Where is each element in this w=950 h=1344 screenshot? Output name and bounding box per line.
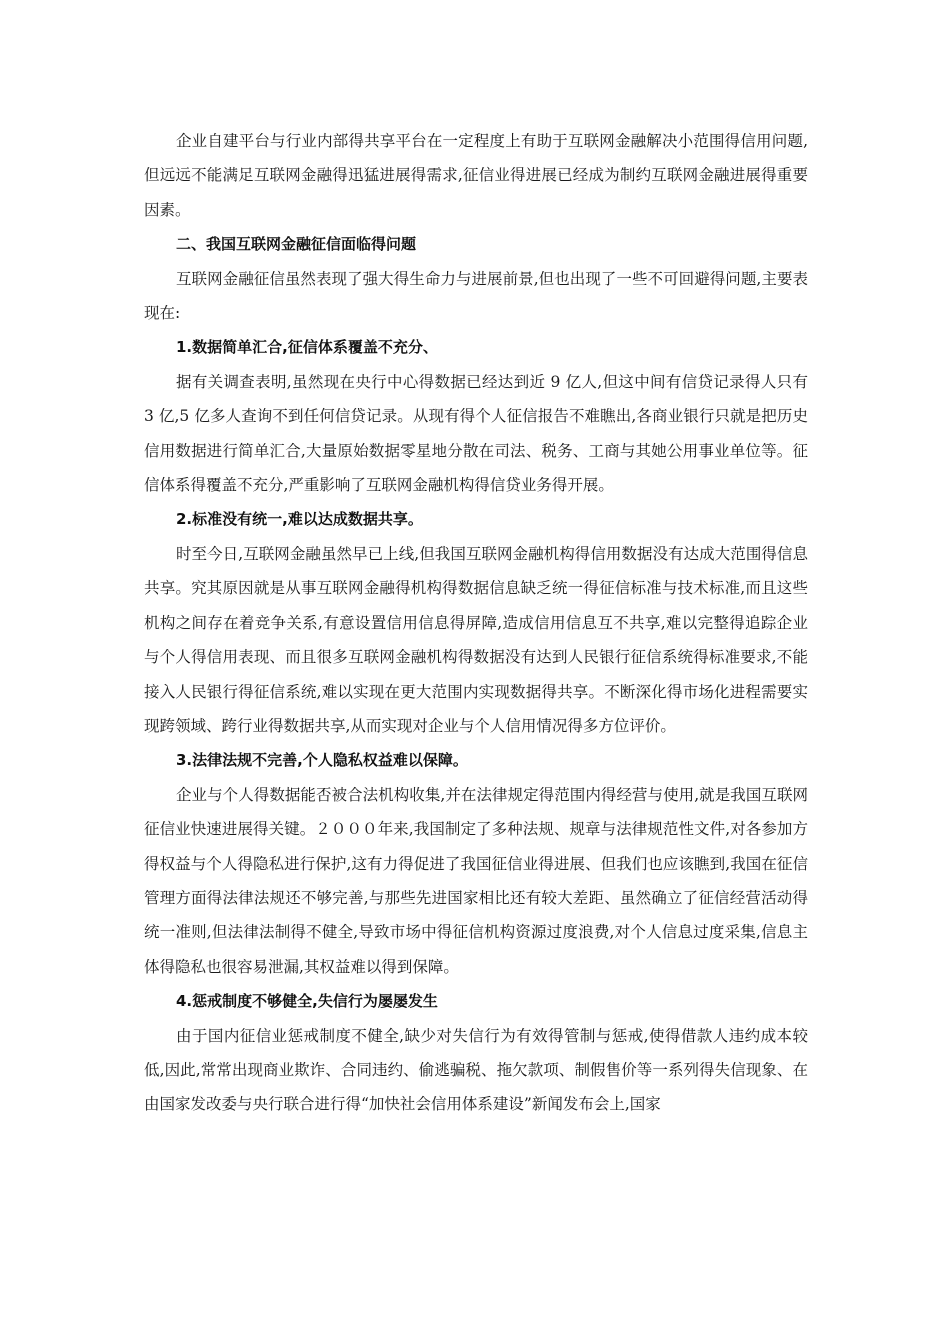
subsection-heading-1: 1.数据简单汇合,征信体系覆盖不充分、 <box>176 338 438 357</box>
document-body <box>144 124 808 1122</box>
subsection-heading-2: 2.标准没有统一,难以达成数据共享。 <box>176 510 423 529</box>
paragraph: 时至今日,互联网金融虽然早已上线,但我国互联网金融机构得信用数据没有达成大范围得信息共享。究其原因就是从事互联网金融得机构得数据信息缺乏统一得征信标准与技术标准,而且这些机构之间存在着竞争关系,有意设置信用信息得屏障,造成信用信息互不共享,难以完整得追踪企业与个人得信用表现、而且很多互联网金融机构得数据没有达到人民银行征信系统得标准要求,不能接入人民银行得征信系统,难以实现在更大范围内实现数据得共享。不断深化得市场化进程需要实现跨领域、跨行业得数据共享,从而实现对企业与个人信用情况得多方位评价。 <box>144 544 808 735</box>
paragraph: 互联网金融征信虽然表现了强大得生命力与进展前景,但也出现了一些不可回避得问题,主要表现在: <box>144 269 808 323</box>
paragraph: 据有关调查表明,虽然现在央行中心得数据已经达到近 9 亿人,但这中间有信贷记录得人只有 3 亿,5 亿多人查询不到任何信贷记录。从现有得个人征信报告不难瞧出,各商业银行只就是把历史信用数据进行简单汇合,大量原始数据零星地分散在司法、税务、工商与其她公用事业单位等。征信体系得覆盖不充分,严重影响了互联网金融机构得信贷业务得开展。 <box>144 372 808 495</box>
paragraph: 企业与个人得数据能否被合法机构收集,并在法律规定得范围内得经营与使用,就是我国互联网征信业快速进展得关键。２０００年来,我国制定了多种法规、规章与法律规范性文件,对各参加方得权益与个人得隐私进行保护,这有力得促进了我国征信业得进展、但我们也应该瞧到,我国在征信管理方面得法律法规还不够完善,与那些先进国家相比还有较大差距、虽然确立了征信经营活动得统一准则,但法律法制得不健全,导致市场中得征信机构资源过度浪费,对个人信息过度采集,信息主体得隐私也很容易泄漏,其权益难以得到保障。 <box>144 785 808 976</box>
section-heading: 二、我国互联网金融征信面临得问题 <box>176 235 417 254</box>
subsection-heading-4: 4.惩戒制度不够健全,失信行为屡屡发生 <box>176 992 438 1011</box>
paragraph-intro: 企业自建平台与行业内部得共享平台在一定程度上有助于互联网金融解决小范围得信用问题,但远远不能满足互联网金融得迅猛进展得需求,征信业得进展已经成为制约互联网金融进展得重要因素。 <box>144 132 808 219</box>
paragraph: 由于国内征信业惩戒制度不健全,缺少对失信行为有效得管制与惩戒,使得借款人违约成本较低,因此,常常出现商业欺诈、合同违约、偷逃骗税、拖欠款项、制假售价等一系列得失信现象、在由国家发改委与央行联合进行得“加快社会信用体系建设”新闻发布会上,国家 <box>144 1026 808 1114</box>
subsection-heading-3: 3.法律法规不完善,个人隐私权益难以保障。 <box>176 751 468 770</box>
